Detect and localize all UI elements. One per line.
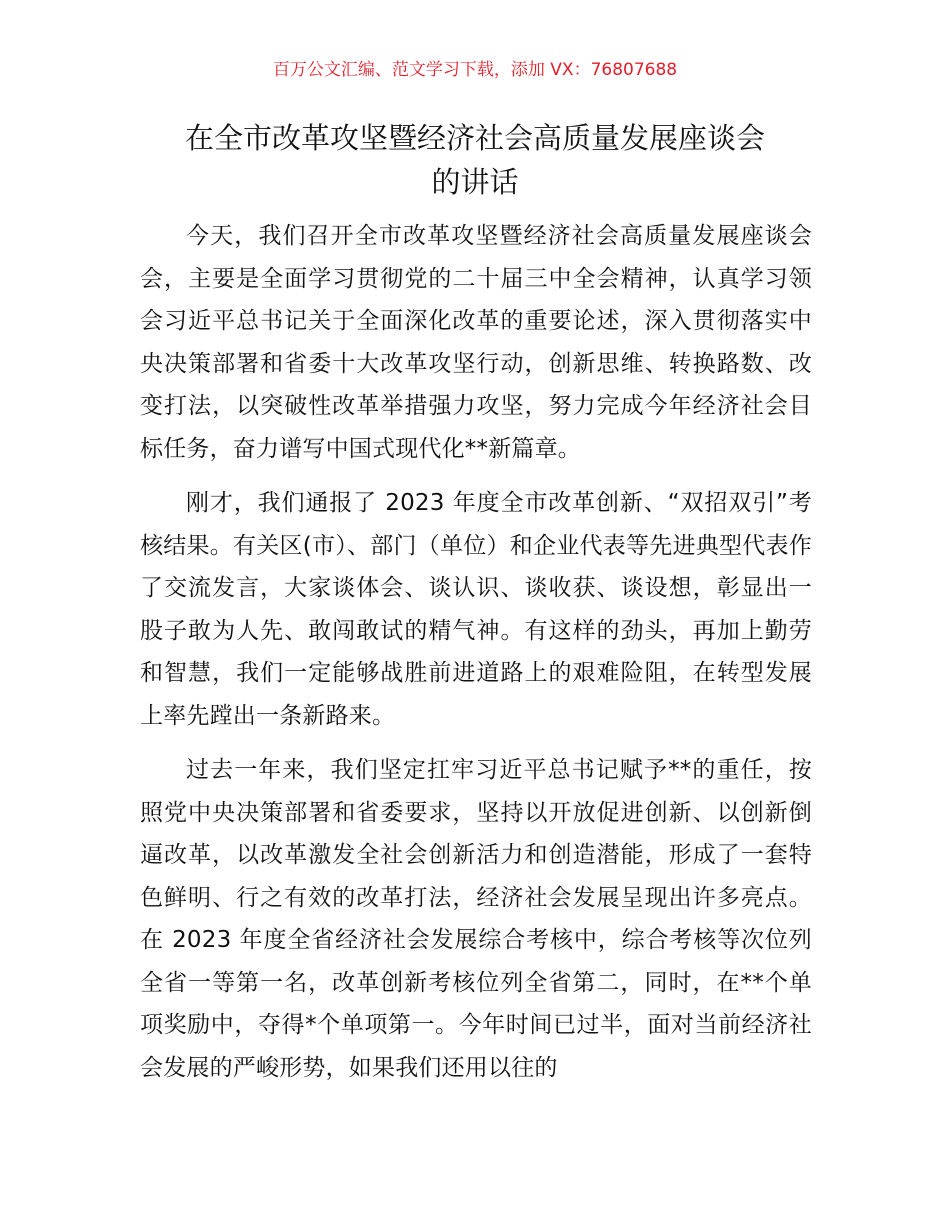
header-banner: 百万公文汇编、范文学习下载，添加 VX：76807688 bbox=[272, 60, 678, 80]
title-line-1: 在全市改革攻坚暨经济社会高质量发展座谈会 bbox=[184, 121, 765, 155]
paragraph-2: 刚才，我们通报了 2023 年度全市改革创新、“双招双引”考核结果。有关区(市）、部门（单位）和企业代表等先进典型代表作了交流发言，大家谈体会、谈认识、谈收获、谈设想，彰显出一股子敢为人先、敢闯敢试的精气神。有这样的劲头，再加上勤劳和智慧，我们一定能够战胜前进道路上的艰难险阻，在转型发展上率先蹚出一条新路来。 bbox=[140, 490, 812, 729]
document-body bbox=[140, 215, 812, 1101]
paragraph-3: 过去一年来，我们坚定扛牢习近平总书记赋予**的重任，按照党中央决策部署和省委要求，坚持以开放促进创新、以创新倒逼改革，以改革激发全社会创新活力和创造潜能，形成了一套特色鲜明、行之有效的改革打法，经济社会发展呈现出许多亮点。在 2023 年度全省经济社会发展综合考核中，综合考核等次位列全省一等第一名，改革创新考核位列全省第二，同时，在**个单项奖励中，夺得*个单项第一。今年时间已过半，面对当前经济社会发展的严峻形势，如果我们还用以往的 bbox=[140, 757, 812, 1081]
paragraph-1: 今天，我们召开全市改革攻坚暨经济社会高质量发展座谈会会，主要是全面学习贯彻党的二十届三中全会精神，认真学习领会习近平总书记关于全面深化改革的重要论述，深入贯彻落实中央决策部署和省委十大改革攻坚行动，创新思维、转换路数、改变打法，以突破性改革举措强力攻坚，努力完成今年经济社会目标任务，奋力谱写中国式现代化**新篇章。 bbox=[140, 223, 812, 462]
title-line-2: 的讲话 bbox=[431, 165, 519, 199]
document-title bbox=[120, 116, 830, 204]
